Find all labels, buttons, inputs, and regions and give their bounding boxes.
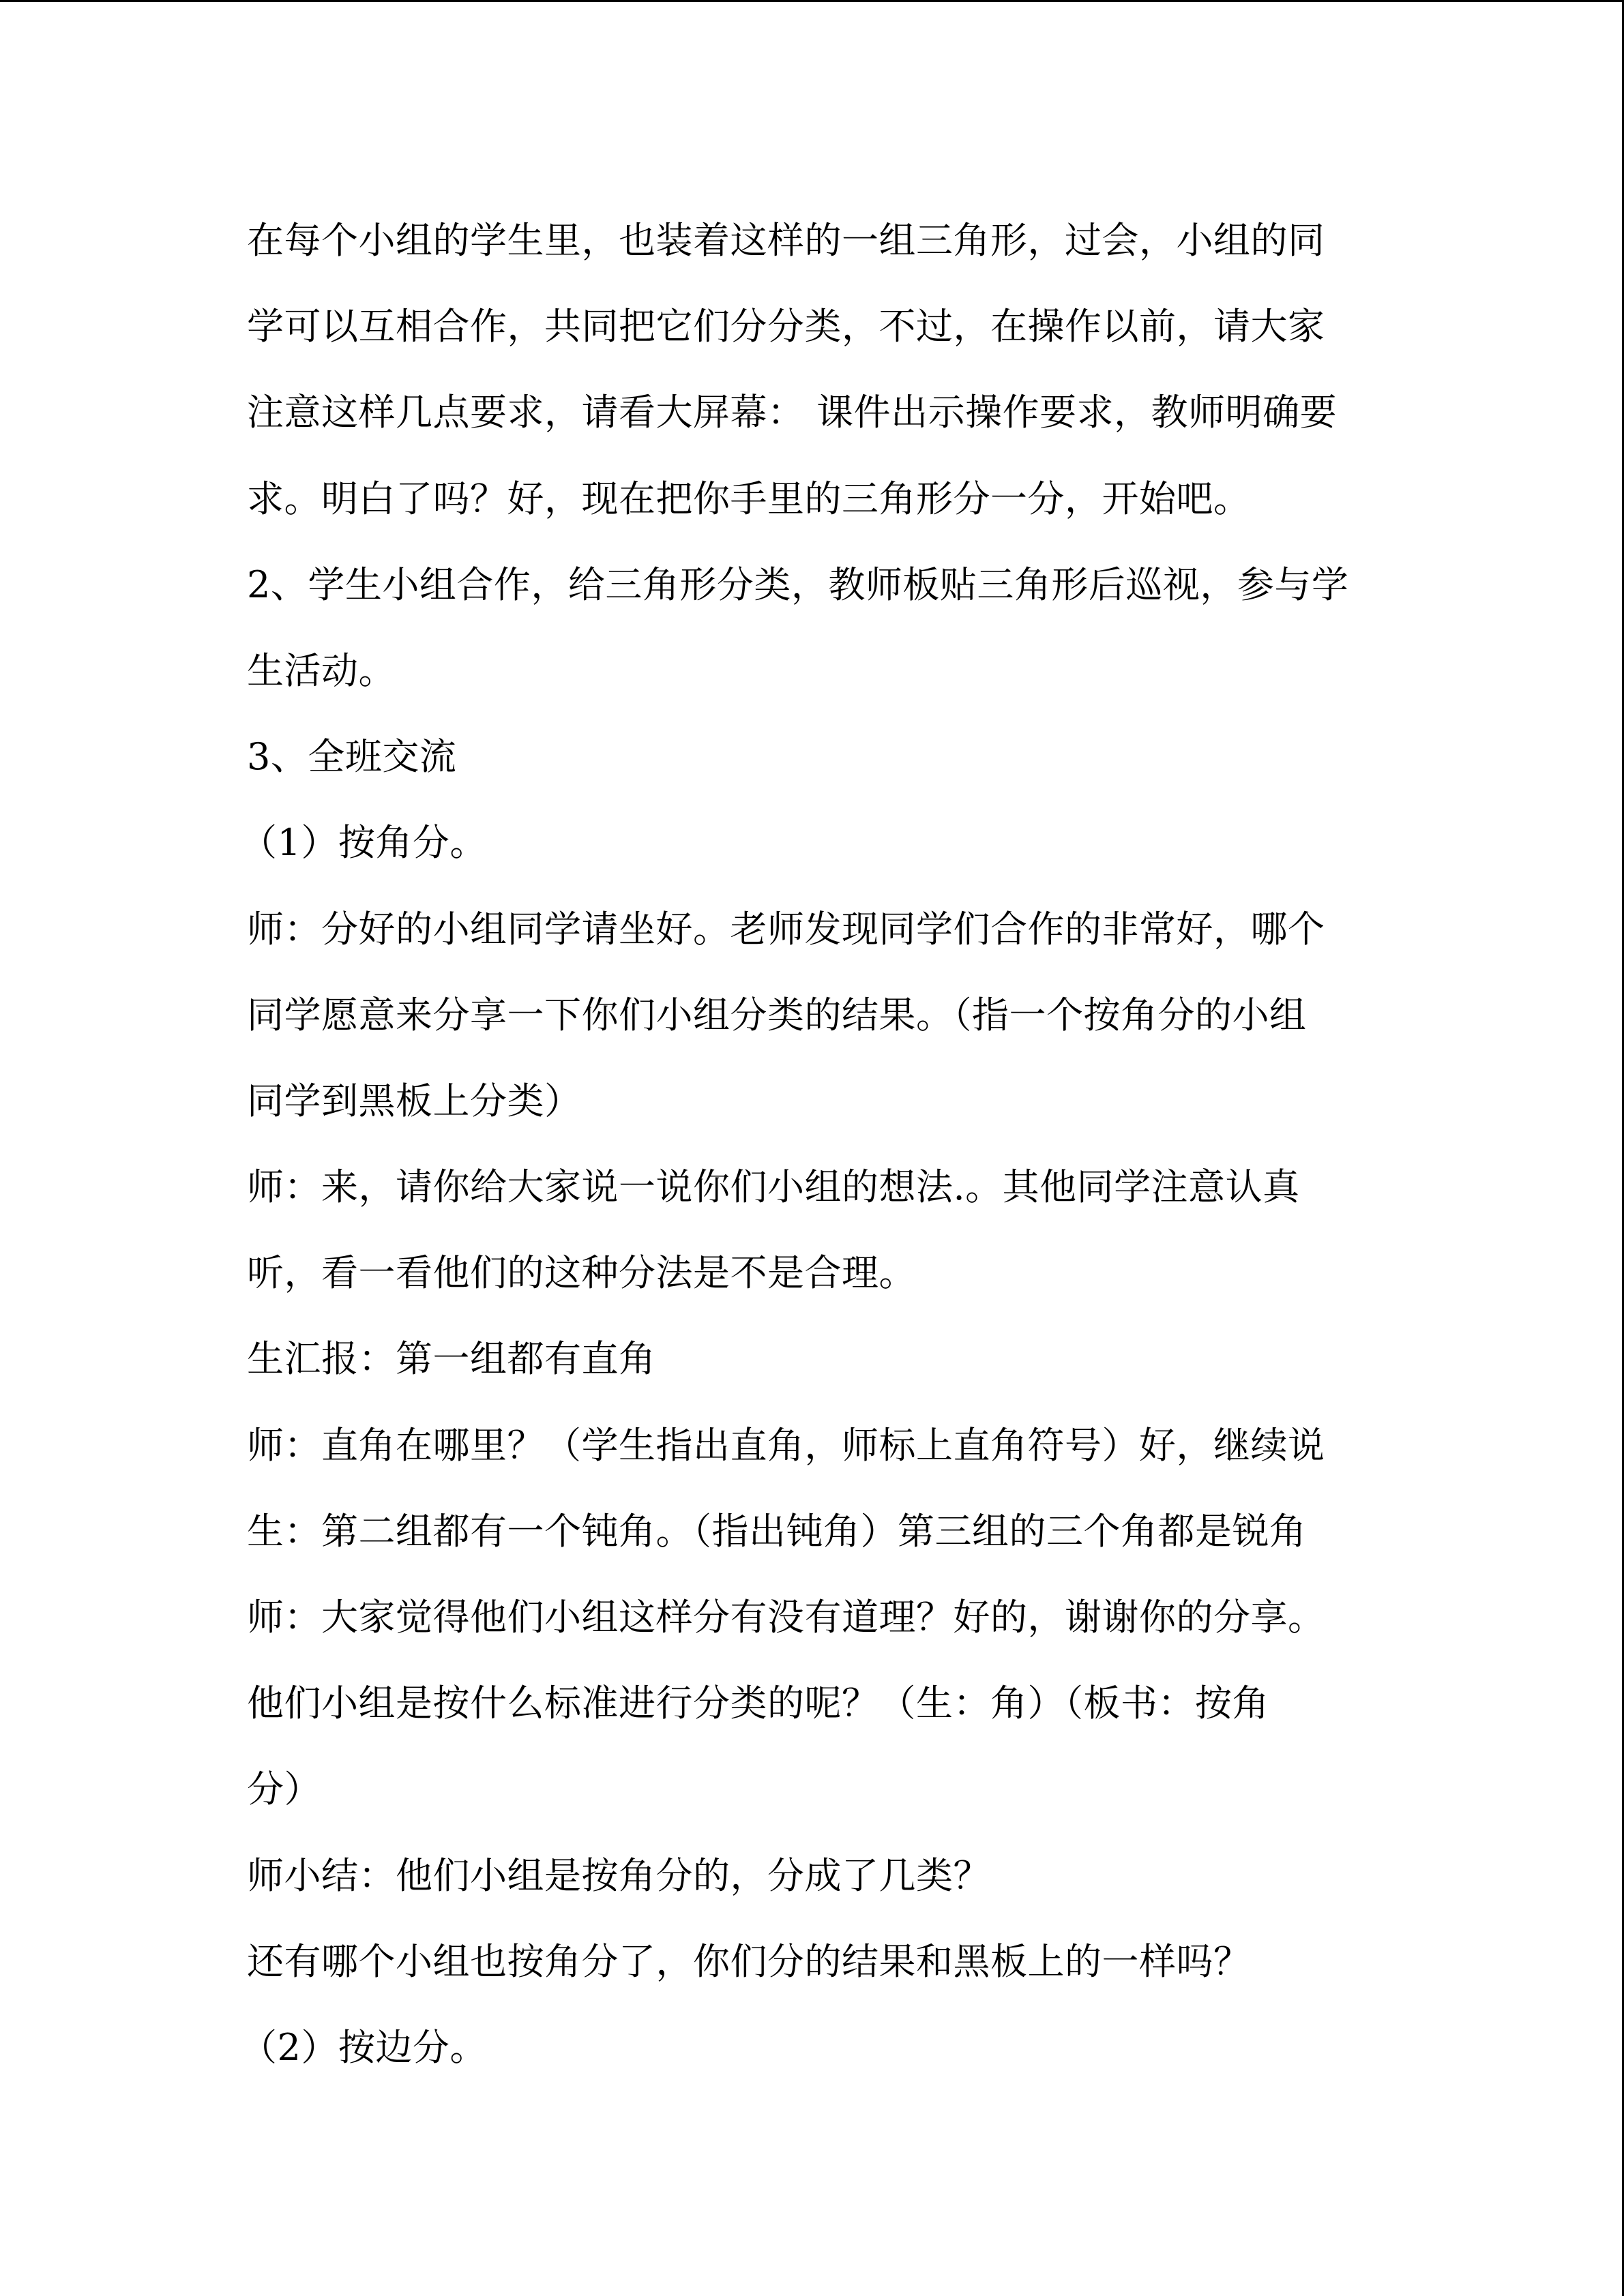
document-body	[240, 198, 1393, 2091]
text-line: 在每个小组的学生里，也装着这样的一组三角形，过会，小组的同	[247, 219, 1325, 262]
subsection-heading: （1）按角分。	[240, 821, 487, 865]
text-line: 2、学生小组合作，给三角形分类，教师板贴三角形后巡视，参与学	[247, 563, 1349, 606]
text-line: 师：大家觉得他们小组这样分有没有道理？好的，谢谢你的分享。	[247, 1596, 1325, 1639]
text-line: 同学到黑板上分类）	[247, 1079, 582, 1122]
text-line: 生：第二组都有一个钝角。（指出钝角）第三组的三个角都是锐角	[247, 1509, 1307, 1553]
text-line: 师小结：他们小组是按角分的，分成了几类？	[247, 1853, 990, 1897]
text-line: 他们小组是按什么标准进行分类的呢？（生：角）（板书：按角	[247, 1682, 1269, 1725]
text-line: 注意这样几点要求，请看大屏幕： 课件出示操作要求，教师明确要	[247, 391, 1338, 434]
text-line: 师：分好的小组同学请坐好。老师发现同学们合作的非常好，哪个	[247, 907, 1325, 951]
text-line: 分）	[247, 1768, 321, 1811]
subsection-heading: （2）按边分。	[240, 2025, 487, 2069]
text-line: 听，看一看他们的这种分法是不是合理。	[247, 1251, 916, 1295]
text-line: 还有哪个小组也按角分了，你们分的结果和黑板上的一样吗？	[247, 1939, 1251, 1983]
text-line: 同学愿意来分享一下你们小组分类的结果。（指一个按角分的小组	[247, 993, 1307, 1037]
text-line: 师：来，请你给大家说一说你们小组的想法.。其他同学注意认真	[247, 1165, 1300, 1209]
text-line: 生活动。	[247, 648, 396, 692]
text-line: 求。明白了吗？好，现在把你手里的三角形分一分，开始吧。	[247, 477, 1251, 520]
text-line: 师：直角在哪里？（学生指出直角，师标上直角符号）好，继续说	[247, 1423, 1325, 1467]
text-line: 生汇报：第一组都有直角	[247, 1337, 656, 1381]
text-line: 学可以互相合作，共同把它们分分类，不过，在操作以前，请大家	[247, 305, 1325, 348]
section-heading: 3、全班交流	[247, 735, 457, 779]
